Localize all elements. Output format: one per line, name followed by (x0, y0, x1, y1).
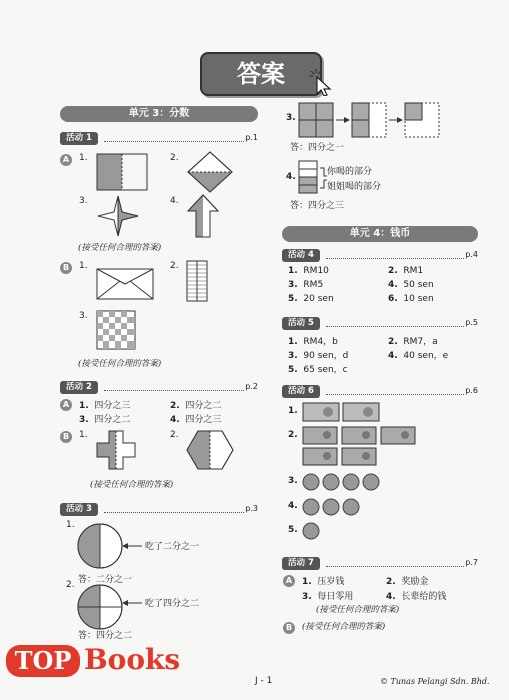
star-half-shaded-figure (96, 194, 140, 238)
answer-item: 3. 四分之二 (79, 415, 131, 425)
activity-6-header (282, 385, 478, 398)
coins-figure (302, 497, 372, 517)
page-ref: p.3 (245, 504, 258, 513)
question-label: 3. (286, 113, 296, 123)
answer-item: 2. RM1 (388, 266, 424, 276)
activity-tab: 活动 4 (282, 249, 320, 262)
fraction-label: 吃了二分之一 (145, 542, 200, 552)
answer-item: 5. 65 sen，c (288, 365, 348, 375)
page-title: 答案 (200, 52, 322, 96)
answer-item: 1. RM4，b (288, 337, 338, 347)
section-a-marker: A (60, 154, 72, 166)
diamond-half-shaded-figure (186, 150, 234, 194)
cursor-icon (306, 66, 338, 96)
question-label: 2. (66, 580, 75, 590)
answer-item: 1. 压岁钱 (302, 577, 345, 587)
watermark-books: Books (84, 643, 181, 676)
cross-shape-figure (96, 430, 136, 470)
rectangle-half-shaded-figure (96, 153, 148, 191)
activity-4-header (282, 249, 478, 262)
question-label: 5. (288, 525, 298, 535)
answer-text: 答：四分之一 (290, 143, 345, 153)
activity-5-header (282, 317, 478, 330)
note: (接受任何合理的答案) (90, 480, 174, 490)
legend-text: 你喝的部分 (327, 167, 373, 177)
page-number: J - 1 (255, 676, 273, 686)
activity-tab: 活动 2 (60, 381, 98, 394)
activity-tab: 活动 5 (282, 317, 320, 330)
answer-item: 3. RM5 (288, 280, 324, 290)
copyright: © Tunas Pelangi Sdn. Bhd. (380, 677, 490, 686)
envelope-figure (96, 268, 154, 300)
checkered-square-figure (96, 310, 136, 350)
question-label: 2. (170, 261, 179, 271)
question-label: 4. (170, 196, 179, 206)
activity-2-header (60, 381, 258, 394)
answer-text: 答：二分之一 (78, 575, 133, 585)
answer-item: 3. 每日零用 (302, 592, 354, 602)
watermark-top: TOP (6, 645, 80, 677)
answer-item: 5. 20 sen (288, 294, 334, 304)
activity-tab: 活动 6 (282, 385, 320, 398)
answer-item: 1. RM10 (288, 266, 329, 276)
question-label: 1. (79, 261, 88, 271)
question-label: 2. (288, 430, 298, 440)
question-label: 3. (79, 311, 88, 321)
banknotes-figure (302, 401, 382, 423)
activity-3-header (60, 503, 258, 516)
unit-4-header: 单元 4：钱币 (282, 226, 478, 242)
answer-item: 2. 奖励金 (386, 577, 429, 587)
unit-3-header: 单元 3：分数 (60, 106, 258, 122)
arrow-half-shaded-figure (186, 193, 220, 239)
page-ref: p.2 (245, 382, 258, 391)
answer-item: 1. 四分之三 (79, 401, 131, 411)
answer-item: 2. RM7，a (388, 337, 438, 347)
page-ref: p.4 (465, 250, 478, 259)
question-label: 3. (79, 196, 88, 206)
answer-item: 4. 四分之三 (170, 415, 222, 425)
coin-figure (302, 521, 332, 541)
question-label: 1. (66, 520, 75, 530)
hexagon-half-shaded-figure (186, 430, 234, 470)
answer-item: 4. 40 sen，e (388, 351, 449, 361)
activity-tab: 活动 3 (60, 503, 98, 516)
question-label: 1. (79, 430, 88, 440)
section-a-marker: A (60, 399, 72, 411)
answer-text: 答：四分之二 (78, 631, 133, 641)
answer-text: 答：四分之三 (290, 201, 345, 211)
section-b-marker: B (60, 262, 72, 274)
answer-item: 4. 50 sen (388, 280, 434, 290)
section-b-marker: B (60, 431, 72, 443)
striped-rectangle-figure (186, 260, 208, 302)
question-label: 2. (170, 430, 179, 440)
question-label: 4. (288, 501, 298, 511)
answer-item: 4. 长辈给的钱 (386, 592, 447, 602)
fraction-label: 吃了四分之二 (145, 599, 200, 609)
activity-tab: 活动 1 (60, 132, 98, 145)
banknotes-figure (302, 425, 422, 467)
page-ref: p.6 (465, 386, 478, 395)
question-label: 4. (286, 172, 296, 182)
question-label: 3. (288, 476, 298, 486)
answer-item: 3. 90 sen，d (288, 351, 349, 361)
topbooks-watermark-logo (6, 641, 181, 679)
note: (接受任何合理的答案) (78, 243, 162, 253)
answer-item: 2. 四分之二 (170, 401, 222, 411)
question-label: 1. (79, 153, 88, 163)
activity-7-header (282, 557, 478, 570)
note: (接受任何合理的答案) (316, 605, 400, 615)
note: (接受任何合理的答案) (302, 622, 386, 632)
question-label: 2. (170, 153, 179, 163)
page-ref: p.7 (465, 558, 478, 567)
legend-text: 姐姐喝的部分 (327, 182, 382, 192)
page-ref: p.1 (245, 133, 258, 142)
question-label: 1. (288, 406, 298, 416)
coins-figure (302, 472, 392, 492)
section-a-marker: A (283, 575, 295, 587)
activity-tab: 活动 7 (282, 557, 320, 570)
square-fold-sequence-figure (298, 102, 448, 138)
section-b-marker: B (283, 622, 295, 634)
answer-item: 6. 10 sen (388, 294, 434, 304)
page-ref: p.5 (465, 318, 478, 327)
activity-1-header (60, 132, 258, 145)
note: (接受任何合理的答案) (78, 359, 162, 369)
